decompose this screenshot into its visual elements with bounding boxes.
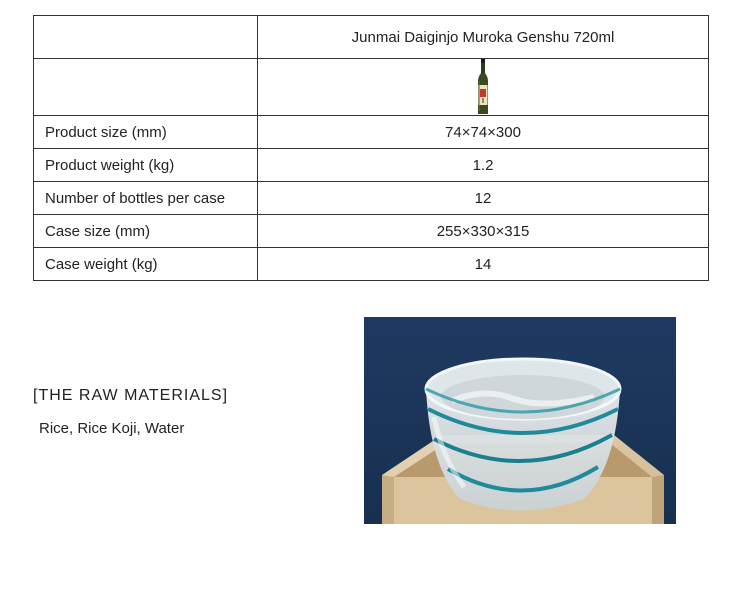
image-empty-cell [34,59,258,116]
row-label: Number of bottles per case [34,182,258,215]
table-row [34,116,709,149]
raw-materials-text: Rice, Rice Koji, Water [39,420,185,437]
row-value: 255×330×315 [258,215,709,248]
sake-glass-photo [364,317,676,524]
row-label: Product size (mm) [34,116,258,149]
row-value: 1.2 [258,149,709,182]
sake-bottle-image [476,59,490,115]
product-spec-table [33,15,709,281]
row-label: Product weight (kg) [34,149,258,182]
bottle-image-cell [258,59,709,116]
row-label: Case weight (kg) [34,248,258,281]
row-value: 74×74×300 [258,116,709,149]
product-name-cell: Junmai Daiginjo Muroka Genshu 720ml [258,16,709,59]
table-header-row [34,16,709,59]
row-value: 12 [258,182,709,215]
table-row [34,248,709,281]
row-value: 14 [258,248,709,281]
row-label: Case size (mm) [34,215,258,248]
table-row [34,149,709,182]
product-image-row [34,59,709,116]
table-row [34,182,709,215]
raw-materials-heading: [THE RAW MATERIALS] [33,387,229,404]
table-row [34,215,709,248]
header-empty-cell [34,16,258,59]
